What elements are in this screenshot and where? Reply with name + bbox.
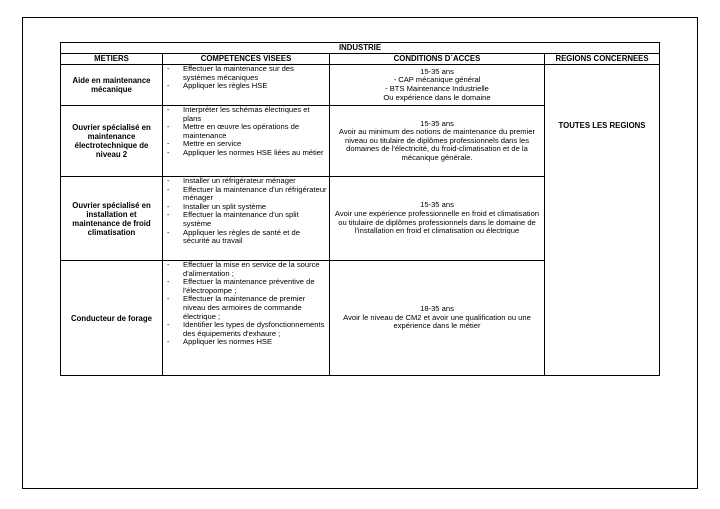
metier-cell: Aide en maintenance mécanique	[61, 65, 163, 106]
header-regions: REGIONS CONCERNEES	[545, 54, 660, 65]
header-conditions: CONDITIONS D´ACCES	[330, 54, 545, 65]
header-competences: COMPETENCES VISEES	[163, 54, 330, 65]
industrie-table	[60, 42, 660, 376]
competence-item: - Mettre en œuvre les opérations de maintenance	[165, 123, 327, 140]
competences-cell	[163, 261, 330, 376]
competences-cell	[163, 65, 330, 106]
competence-item: - Effectuer la maintenance préventive de l'électropompe ;	[165, 278, 327, 295]
condition-age: 15-35 ans	[420, 66, 454, 76]
condition-line: Ou expérience dans le domaine	[383, 92, 491, 102]
condition-text: Avoir une expérience professionnelle en froid et climatisation ou titulaire de diplômes professionnels dans le domaine de l'installation en froid et climatisation ou électrique	[334, 208, 540, 236]
competence-item: - Effectuer la maintenance sur des systèmes mécaniques	[165, 65, 327, 82]
conditions-cell	[330, 177, 545, 261]
competence-item: - Effectuer la maintenance d'un split système	[165, 211, 327, 228]
table-title: INDUSTRIE	[61, 43, 660, 54]
competence-item: - Appliquer les règles HSE	[165, 82, 327, 91]
competence-item: - Appliquer les normes HSE	[165, 338, 327, 347]
competence-item: - Effectuer la mise en service de la source d'alimentation ;	[165, 261, 327, 278]
competences-cell	[163, 106, 330, 177]
competence-item: - Mettre en service	[165, 140, 327, 149]
condition-age: 15-35 ans	[420, 200, 454, 210]
competence-item: - Effectuer la maintenance d'un réfrigérateur ménager	[165, 186, 327, 203]
header-metiers: METIERS	[61, 54, 163, 65]
condition-age: 18-35 ans	[420, 304, 454, 314]
competence-item: - Identifier les types de dysfonctionnements des équipements d'exhaure ;	[165, 321, 327, 338]
condition-line: - BTS Maintenance Industrielle	[385, 84, 489, 93]
region-cell: TOUTES LES REGIONS	[545, 65, 660, 376]
condition-line: - CAP mécanique général	[393, 75, 481, 85]
conditions-cell	[330, 106, 545, 177]
competence-item: - Appliquer les normes HSE liées au métier	[165, 149, 327, 158]
competence-item: - Installer un réfrigérateur ménager	[165, 177, 327, 186]
competence-item: - Installer un split système	[165, 203, 327, 212]
conditions-cell	[330, 261, 545, 376]
competence-item: - Effectuer la maintenance de premier niveau des armoires de commande électrique ;	[165, 295, 327, 321]
competence-item: - Interpréter les schémas électriques et plans	[165, 106, 327, 123]
metier-cell: Ouvrier spécialisé en maintenance électrotechnique de niveau 2	[61, 106, 163, 177]
condition-text: Avoir au minimum des notions de maintenance du premier niveau ou titulaire de diplômes professionnels dans les domaines de l'électricité, du froid-climatisation et de la mécanique générale.	[338, 127, 536, 162]
competence-item: - Appliquer les règles de santé et de sécurité au travail	[165, 229, 327, 246]
table-row	[61, 65, 660, 106]
condition-text: Avoir le niveau de CM2 et avoir une qualification ou une expérience dans le métier	[343, 312, 531, 331]
metier-cell: Conducteur de forage	[61, 261, 163, 376]
metier-cell: Ouvrier spécialisé en installation et maintenance de froid climatisation	[61, 177, 163, 261]
conditions-cell	[330, 65, 545, 106]
competences-cell	[163, 177, 330, 261]
condition-age: 15-35 ans	[420, 118, 454, 128]
